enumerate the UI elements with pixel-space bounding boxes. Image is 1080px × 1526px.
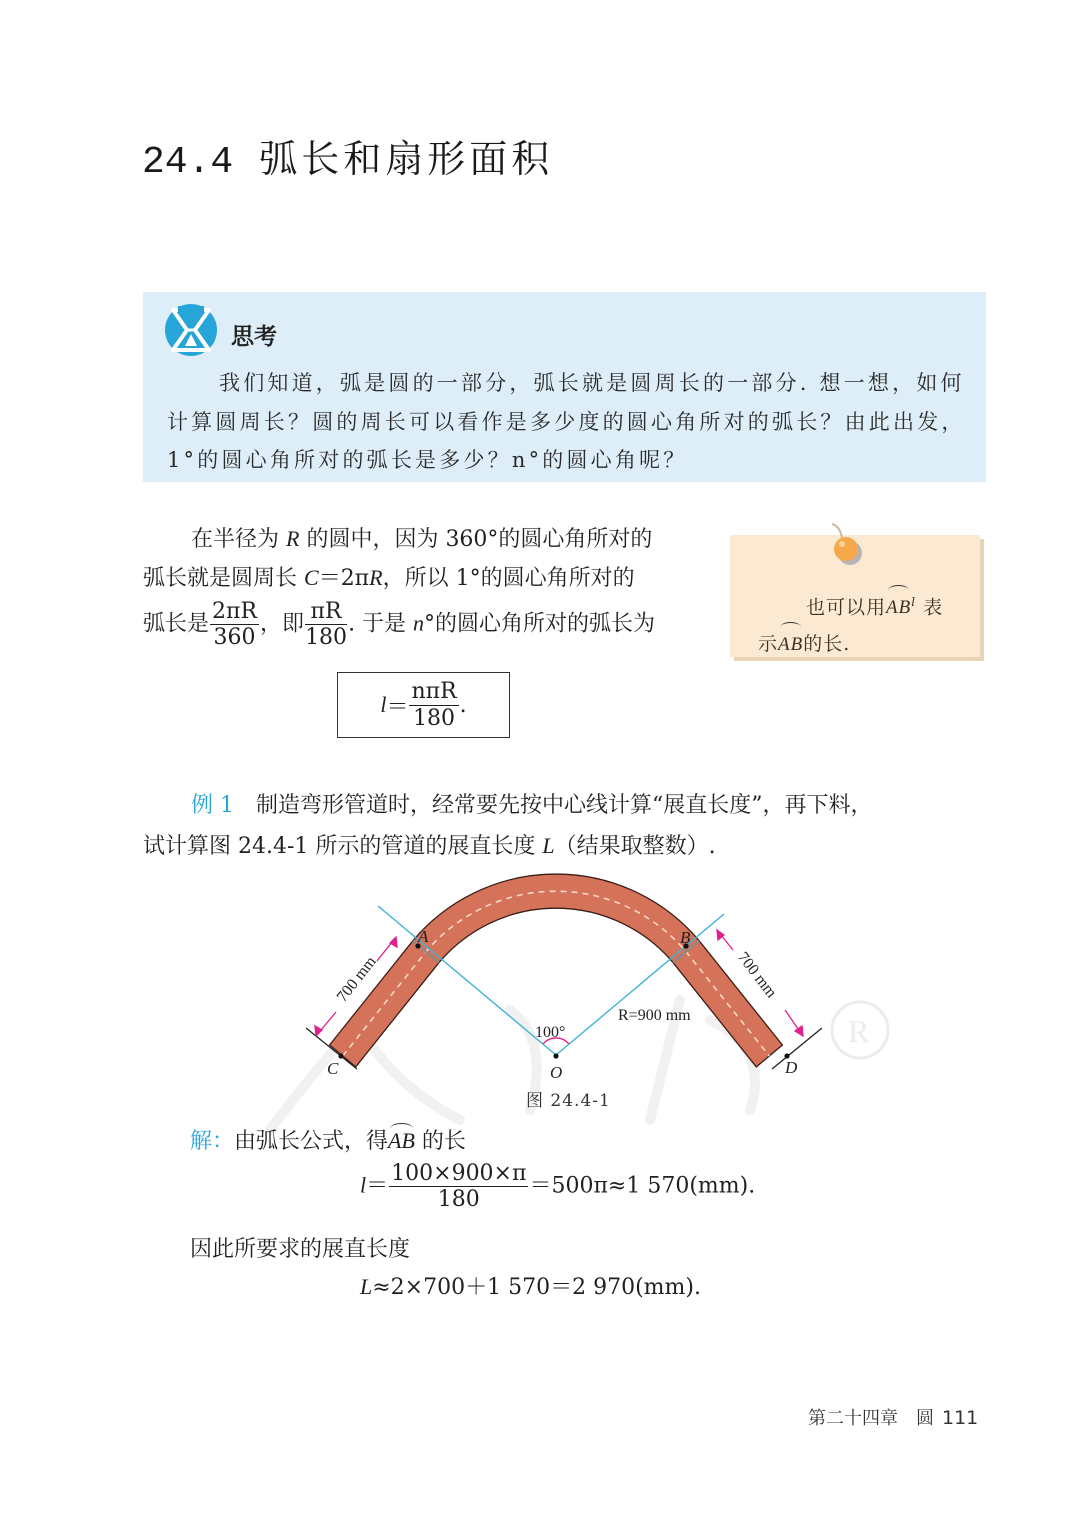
- solution-intro: 解：由弧长公式，得AB 的长: [190, 1128, 466, 1154]
- solution-equation-1: l＝ $\frac{100\times 900\times\pi}{180}$ ＝500π≈1 570(mm).: [360, 1161, 756, 1213]
- radius-label: R=900 mm: [618, 1007, 691, 1024]
- example-1: [143, 786, 1003, 867]
- point-label-c: C: [327, 1059, 339, 1078]
- pipe-diagram: [290, 865, 870, 1085]
- example-line-2: 试计算图 24.4-1 所示的管道的展直长度 L（结果取整数）.: [143, 833, 716, 859]
- fraction-2piR-360: $\frac{2\pi R}{360}$: [212, 599, 258, 651]
- point-label-d: D: [785, 1058, 798, 1077]
- derivation-line-1: 在半径为 R 的圆中，因为 360°的圆心角所对的: [191, 526, 653, 552]
- left-length-label: 700 mm: [333, 953, 380, 1006]
- think-label: 思考: [231, 324, 277, 350]
- section-title-text: 弧长和扇形面积: [259, 137, 554, 181]
- angle-label: 100°: [535, 1024, 566, 1041]
- derivation-paragraph: [143, 520, 713, 649]
- chapter-label: 第二十四章 圆: [808, 1408, 934, 1429]
- fraction-piR-180: $\frac{\pi R}{180}$: [305, 599, 348, 651]
- point-label-o: O: [550, 1063, 563, 1082]
- derivation-line-2: 弧长就是圆周长 C＝2πR，所以 1°的圆心角所对的: [143, 565, 635, 591]
- think-hourglass-icon: [165, 304, 217, 356]
- section-number: 24.4: [142, 141, 234, 184]
- arc-length-formula-box: l ＝ $\frac{\text{nπR}}{180}$ .: [337, 672, 510, 738]
- right-length-label: 700 mm: [733, 948, 780, 1002]
- solution-equation-2: L≈2×700＋1 570＝2 970(mm).: [360, 1274, 701, 1300]
- solution-conclusion: 因此所要求的展直长度: [190, 1237, 411, 1262]
- side-note-text: 也可以用$AB^l$ 表 示AB的长.: [758, 584, 973, 663]
- pushpin-icon: [826, 520, 870, 568]
- solution-fraction: $\frac{100\times 900\times\pi}{180}$: [391, 1161, 527, 1213]
- svg-text:R: R: [848, 1013, 870, 1049]
- formula-fraction: $\frac{\text{nπR}}{180}$: [411, 679, 457, 731]
- figure-caption: 图 24.4-1: [526, 1091, 611, 1111]
- page-number: 111: [942, 1407, 979, 1429]
- derivation-line-3: 弧长是 $\frac{2\pi R}{360}$ ，即 $\frac{\pi R}{180}$ . 于是 n°的圆心角所对的弧长为: [143, 599, 656, 651]
- point-label-a: A: [418, 927, 429, 946]
- think-text: 我们知道，弧是圆的一部分，弧长就是圆周长的一部分. 想一想，如何计算圆周长？圆的周长可以看作是多少度的圆心角所对的弧长？由此出发，1°的圆心角所对的弧长是多少？n°的圆心角呢？: [167, 371, 966, 472]
- page-footer: [808, 1404, 978, 1430]
- solution-label: 解：: [190, 1129, 235, 1154]
- example-line-1: 制造弯形管道时，经常要先按中心线计算“展直长度”，再下料，: [256, 793, 873, 818]
- point-label-b: B: [680, 928, 691, 947]
- example-label: 例 1: [191, 793, 234, 818]
- section-title: [142, 128, 553, 184]
